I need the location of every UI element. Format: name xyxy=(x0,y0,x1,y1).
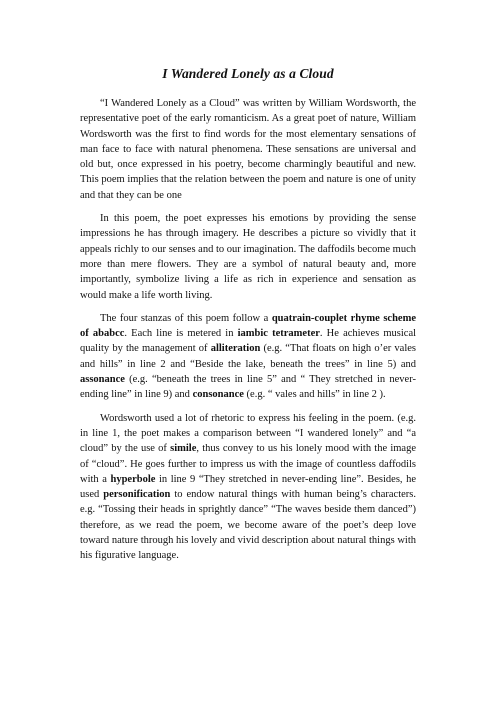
term-consonance: consonance xyxy=(192,389,244,401)
text-run: The four stanzas of this poem follow a xyxy=(100,312,272,324)
paragraph-imagery: In this poem, the poet expresses his emotions by providing the sense impressions he has through imagery. He describes a picture so vividly that it appeals richly to our senses and to our imagination. The daffodils become much more than mere flowers. They are a symbol of natural beauty and, more importantly, symbolize living a life as rich in experience and sensation as would make a life worth living. xyxy=(80,213,416,301)
text-run: (e.g. “beneath the trees in line 5” and “ They stretched in never-ending line” in line 9) and xyxy=(80,374,416,401)
text-run: (e.g. “ vales and hills” in line 2 ). xyxy=(243,389,386,401)
text-run: Wordsworth used a lot of rhetoric to express his feeling in the poem. (e.g. in line 1, the poet makes a comparison between “I wandered lonely” and “a cloud” by the use of xyxy=(80,412,416,455)
text-run: in line 9 “They stretched in never-ending line”. Besides, he used xyxy=(80,473,417,501)
text-run: to endow natural things with human being’s characters. e.g. “Tossing their heads in sprightly dance” “The waves beside them danced”) therefore, as we read the poem, we become aware of the poet’s deep love toward nature through his lovely and vivid description about natural things with his figurative language. xyxy=(80,489,417,562)
term-meter: iambic tetrameter xyxy=(237,328,320,340)
term-hyperbole: hyperbole xyxy=(110,473,156,485)
term-assonance: assonance xyxy=(80,374,125,386)
text-run: , thus convey to us his lonely mood with the image of “cloud”. He goes further to impress us with the image of countless daffodils with a xyxy=(80,443,416,485)
term-alliteration: alliteration xyxy=(210,343,261,355)
paragraph-rhetoric xyxy=(80,411,416,564)
term-simile: simile xyxy=(170,443,197,455)
term-rhyme-scheme: quatrain-couplet rhyme scheme of ababcc xyxy=(80,312,416,340)
term-personification: personification xyxy=(103,489,171,501)
paragraph-intro: “I Wandered Lonely as a Cloud” was written by William Wordsworth, the representative poet of the early romanticism. As a great poet of nature, William Wordsworth was the first to find words for the most elementary sensations of man face to face with natural phenomena. These sensations are universal and old but, once expressed in his poetry, become charmingly beautiful and new. This poem implies that the relation between the poem and nature is one of unity and that they can be one xyxy=(80,98,416,201)
text-run: . He achieves musical quality by the management of xyxy=(80,328,417,355)
text-run: . Each line is metered in xyxy=(124,328,238,340)
document-title: I Wandered Lonely as a Cloud xyxy=(162,66,334,81)
text-run: (e.g. “That floats on high o’er vales and hills” in line 2 and “Beside the lake, beneath the trees” in line 5) and xyxy=(80,343,416,370)
paragraph-form xyxy=(80,311,416,403)
